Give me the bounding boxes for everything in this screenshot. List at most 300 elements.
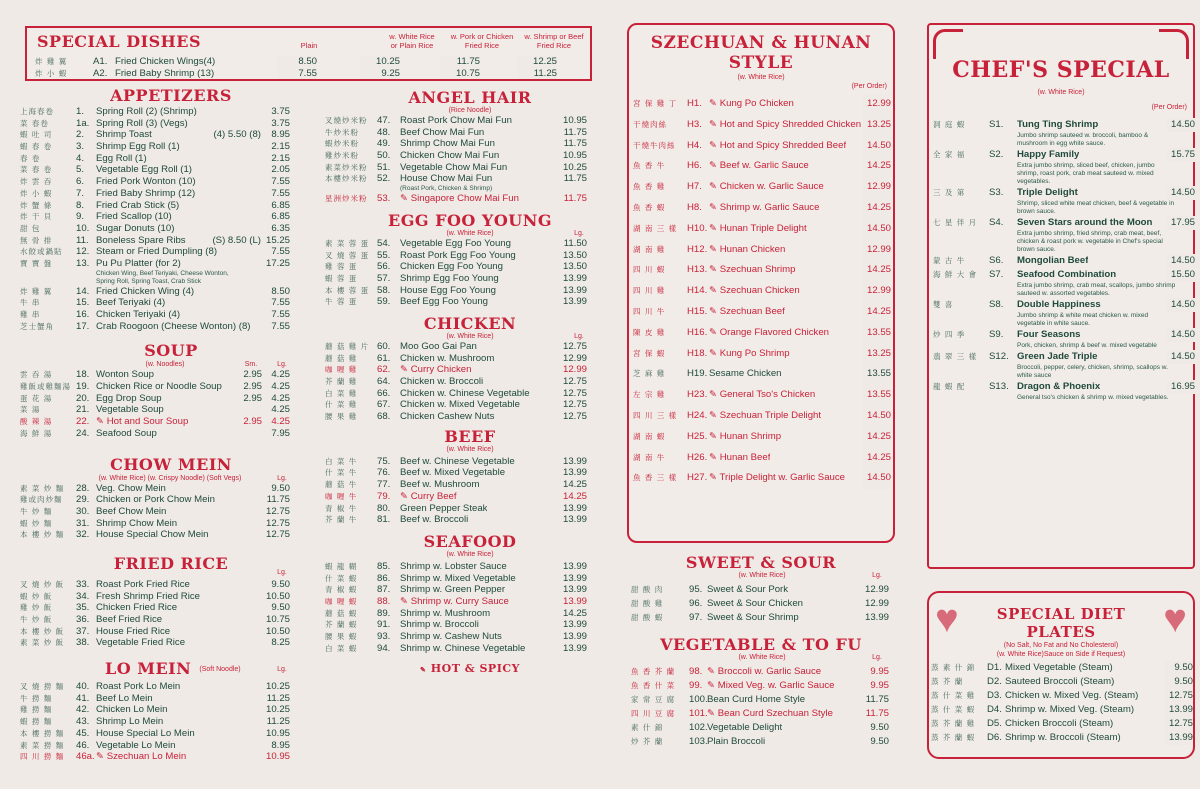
item-price: 2.15	[262, 153, 290, 165]
col-plain: Plain	[300, 41, 318, 50]
item-chinese-name: 叉 燒 炒 飯	[20, 579, 65, 589]
item-name: Shrimp Lo Mein	[96, 716, 164, 728]
item-chinese-name: 雞 蓉 蛋	[325, 262, 358, 272]
menu-item	[325, 399, 595, 411]
item-name: Beef Egg Foo Young	[400, 296, 489, 308]
item-chinese-name: 蝦 撈 麵	[20, 717, 53, 727]
diet-title-1: SPECIAL DIET	[996, 605, 1126, 623]
item-number: H1.	[687, 98, 702, 109]
item-price: 11.75	[861, 707, 889, 721]
menu-item	[20, 483, 292, 495]
item-name: Vegetable Lo Mein	[96, 739, 176, 751]
item-name: ✎ Szechuan Shrimp	[709, 264, 796, 276]
item-name: Moo Goo Gai Pan	[400, 340, 477, 352]
menu-item	[631, 679, 895, 693]
item-number: 96.	[689, 598, 703, 609]
item-number: 51.	[377, 161, 391, 173]
item-name: Beef Lo Mein	[96, 692, 153, 704]
item-number: 40.	[76, 681, 90, 693]
item-chinese-name: 素 菜 炒 麵	[20, 483, 65, 493]
menu-item	[20, 518, 292, 530]
item-number: 15.	[76, 297, 90, 309]
item-number: D6.	[987, 732, 1002, 743]
item-price: 13.99	[559, 619, 587, 631]
item-name: Shrimp w. Mixed Veg. (Steam)	[1005, 704, 1135, 715]
item-number: 13.	[76, 257, 90, 269]
menu-item	[20, 286, 292, 298]
item-chinese-name: 蘑 菇 蝦	[325, 608, 358, 618]
item-price: 10.50	[262, 626, 290, 638]
item-number: D1.	[987, 662, 1002, 673]
item-price: 3.75	[262, 118, 290, 130]
item-number: S7.	[989, 269, 1004, 280]
item-name: Steam or Fried Dumpling (8)	[96, 246, 218, 258]
chef-col: (Per Order)	[1151, 104, 1187, 111]
item-chinese-name: 雞或肉炒麵	[20, 495, 63, 505]
menu-item	[325, 643, 595, 655]
item-name: ✎ Hunan Chicken	[709, 243, 786, 255]
item-number: 56.	[377, 261, 391, 273]
beef-title: BEEF	[444, 426, 496, 446]
item-number: H6.	[687, 160, 702, 172]
item-name: Egg Roll (1)	[96, 152, 147, 164]
menu-item	[325, 138, 595, 150]
egg-foo-young-title: EGG FOO YOUNG	[388, 210, 552, 230]
item-name: Beef Fried Rice	[96, 614, 163, 625]
item-number: 95.	[689, 584, 703, 595]
item-price: 14.25	[863, 302, 891, 323]
item-price: 9.50	[262, 602, 290, 614]
col-shrimp-fried: w. Shrimp or Beef Fried Rice	[524, 32, 584, 50]
menu-item	[20, 381, 292, 393]
item-name: ✎ Shrimp w. Garlic Sauce	[709, 201, 820, 213]
item-chinese-name: 蒸 什 菜 雞	[931, 691, 976, 700]
item-price: 11.75	[559, 193, 587, 205]
item-name: Beef Chow Mai Fun	[400, 126, 485, 138]
item-chinese-name: 蝦 春 卷	[20, 142, 53, 152]
menu-item	[325, 561, 595, 573]
item-name: Pu Pu Platter (for 2)	[96, 257, 181, 269]
item-name: Fried Baby Shrimp (13)	[115, 67, 215, 79]
item-number: 66.	[377, 387, 391, 399]
menu-item	[20, 153, 292, 165]
item-chinese-name: 什 菜 牛	[325, 468, 358, 478]
item-chinese-name: 上海春卷	[20, 107, 54, 116]
item-name: Fried Baby Shrimp (12)	[96, 187, 196, 199]
item-chinese-name: 白 菜 雞	[325, 388, 358, 398]
item-price: 13.99	[559, 296, 587, 308]
diet-title-2: PLATES	[1026, 623, 1096, 641]
item-name: Shrimp w. Broccoli (Steam)	[1005, 732, 1121, 743]
item-number: A2.	[93, 67, 108, 79]
item-name: Sesame Chicken	[709, 368, 782, 380]
chef-sub: (w. White Rice)	[1037, 89, 1085, 96]
item-price: 13.55	[863, 385, 891, 406]
item-name: Sweet & Sour Pork	[707, 584, 789, 595]
item-number: 22.	[76, 416, 90, 428]
item-chinese-name: 芝 麻 雞	[633, 369, 666, 379]
item-number: 18.	[76, 369, 90, 381]
item-chinese-name: 素菜炒米粉	[325, 162, 368, 172]
item-price: 10.50	[262, 591, 290, 603]
menu-item	[20, 614, 292, 626]
item-chinese-name: 甜 包	[20, 223, 41, 233]
menu-item	[325, 364, 595, 376]
menu-item	[20, 751, 292, 763]
item-price: 12.75	[262, 518, 290, 530]
item-chinese-name: 蘑 菇 雞	[325, 353, 358, 363]
szechuan-sub: (w. White Rice)	[737, 74, 785, 81]
menu-item	[20, 321, 292, 333]
item-name: ✎ Beef w. Garlic Sauce	[709, 160, 809, 172]
item-price: 14.50	[1167, 350, 1195, 364]
item-name: Seafood Soup	[96, 427, 157, 439]
item-number: 41.	[76, 692, 90, 704]
item-chinese-name: 洞 庭 蝦	[933, 120, 966, 129]
item-chinese-name: 青 椒 蝦	[325, 585, 358, 595]
item-chinese-name: 牛炒米粉	[325, 127, 359, 137]
item-chinese-name: 湖 南 牛	[633, 452, 666, 462]
item-number: 68.	[377, 411, 391, 423]
item-number: D5.	[987, 718, 1002, 729]
menu-item	[325, 376, 595, 388]
item-number: S13.	[989, 381, 1009, 392]
menu-item	[933, 254, 1193, 268]
chef-special-box	[927, 23, 1195, 569]
item-number: 10.	[76, 222, 90, 234]
item-price: 2.15	[262, 141, 290, 153]
item-number: 67.	[377, 399, 391, 411]
menu-item	[933, 298, 1193, 312]
item-price: 13.99	[559, 573, 587, 585]
menu-item	[325, 115, 595, 127]
item-chinese-name: 甜 酸 蝦	[631, 613, 664, 622]
item-chinese-name: 蝦 炒 麵	[20, 518, 53, 528]
item-name: Green Pepper Steak	[400, 502, 488, 514]
chow-mein-sub: (w. White Rice) (w. Crispy Noodle) (Soft Vegs)	[98, 474, 242, 482]
item-chinese-name: 蝦 吐 司	[20, 130, 53, 140]
szechuan-box	[627, 23, 895, 543]
item-name: Chicken w. Mixed Vegetable	[400, 399, 520, 411]
menu-item	[631, 665, 895, 679]
menu-item	[633, 240, 893, 261]
item-description: Pork, chicken, shrimp & beef w. mixed vegetable	[1017, 342, 1157, 349]
item-name: House Special Chow Mein	[96, 529, 209, 541]
item-chinese-name: 炸 雞 翼	[35, 57, 68, 66]
item-price-large: 4.25	[264, 393, 290, 405]
menu-item	[933, 328, 1193, 342]
item-chinese-name: 蝦 炒 飯	[20, 591, 53, 601]
veg-sub: (w. White Rice)	[738, 654, 786, 661]
item-number: 46.	[76, 739, 90, 751]
item-price: 12.75	[559, 399, 587, 411]
menu-item	[633, 468, 893, 489]
item-chinese-name: 雞炒米粉	[325, 151, 359, 161]
item-price: 12.25	[517, 56, 557, 68]
item-number: 86.	[377, 572, 391, 584]
item-number: H26.	[687, 451, 708, 463]
item-number: 98.	[689, 666, 703, 677]
item-chinese-name: 雞 撈 麵	[20, 705, 53, 715]
menu-item	[631, 597, 895, 611]
item-number: 12.	[76, 246, 90, 258]
item-price: 9.50	[1165, 675, 1193, 689]
menu-item	[933, 268, 1193, 282]
item-price: 10.95	[559, 115, 587, 127]
item-price: 13.99	[559, 631, 587, 643]
item-chinese-name: 牛 串	[20, 298, 41, 308]
item-name: Sugar Donuts (10)	[96, 222, 175, 234]
item-price: 10.75	[262, 614, 290, 626]
menu-item	[20, 716, 292, 728]
menu-item	[325, 596, 595, 608]
item-chinese-name: 寶 寶 盤	[20, 258, 53, 268]
menu-item	[325, 411, 595, 423]
item-price-large: 7.95	[264, 428, 290, 440]
hot-spicy-legend	[345, 662, 595, 675]
menu-item	[20, 693, 292, 705]
item-number: 19.	[76, 381, 90, 393]
item-price: 14.25	[863, 427, 891, 448]
item-chinese-name: 什 菜 蝦	[325, 573, 358, 583]
sweet-sour-title: SWEET & SOUR	[685, 553, 837, 572]
scroll-ornament-right	[1159, 29, 1189, 59]
menu-item	[933, 118, 1193, 132]
item-price: 14.50	[1167, 298, 1195, 312]
item-number: H7.	[687, 181, 702, 193]
item-number: 53.	[377, 193, 391, 205]
item-price: 14.50	[863, 219, 891, 240]
item-chinese-name: 魚 香 牛	[633, 161, 666, 171]
menu-item	[20, 309, 292, 321]
vegetable-title: VEGETABLE & TO FU	[660, 635, 862, 654]
item-chinese-name: 海 鮮 湯	[20, 428, 53, 438]
menu-item	[325, 514, 595, 526]
item-number: 14.	[76, 285, 90, 297]
item-size-prices: (4) 5.50 (8)	[195, 129, 261, 141]
appetizers-title: APPETIZERS	[110, 86, 232, 105]
item-chinese-name: 湖 南 雞	[633, 244, 666, 254]
item-chinese-name: 魚 香 雞	[633, 182, 666, 192]
item-chinese-name: 魚 香 芥 蘭	[631, 667, 676, 676]
item-name: ✎ Szechuan Triple Delight	[709, 409, 822, 421]
item-price: 14.50	[863, 136, 891, 157]
menu-item	[20, 246, 292, 258]
item-number: 103.	[689, 736, 708, 747]
item-description: Chicken Wing, Beef Teriyaki, Cheese Wonton, Spring Roll, Spring Toast, Crab Stick	[96, 269, 229, 285]
item-chinese-name: 本樓炒米粉	[325, 174, 368, 184]
item-price: 12.75	[559, 411, 587, 423]
item-chinese-name: 蘑 菇 牛	[325, 480, 358, 490]
item-chinese-name: 酸 辣 湯	[20, 417, 53, 427]
item-price: 14.50	[1167, 186, 1195, 200]
menu-item	[325, 631, 595, 643]
item-price-large: 4.25	[264, 404, 290, 416]
item-number: 85.	[377, 560, 391, 572]
item-chinese-name: 干燒肉絲	[633, 119, 667, 129]
item-price: 12.99	[863, 177, 891, 198]
item-name: ✎ Hunan Triple Delight	[709, 222, 807, 234]
menu-item	[325, 608, 595, 620]
item-number: 6.	[76, 176, 85, 188]
menu-item	[631, 611, 895, 625]
diet-sub-2: (w. White Rice)Sauce on Side if Request)	[996, 651, 1126, 658]
item-chinese-name: 無 骨 排	[20, 235, 53, 245]
item-price: 13.99	[1165, 731, 1193, 745]
item-name: ✎ Szechuan Chicken	[709, 285, 800, 297]
item-name: Triple Delight	[1017, 187, 1078, 198]
item-number: S6.	[989, 255, 1004, 266]
item-chinese-name: 宮 保 蝦	[633, 348, 666, 358]
menu-item	[933, 350, 1193, 364]
item-name: ✎ Kung Po Shrimp	[709, 347, 790, 359]
menu-item	[931, 731, 1193, 745]
item-name: ✎ Szechuan Beef	[709, 305, 785, 317]
menu-item	[20, 681, 292, 693]
item-name: Mixed Vegetable (Steam)	[1005, 662, 1113, 673]
item-name: Roast Pork Fried Rice	[96, 578, 190, 590]
item-name: Beef w. Mixed Vegetable	[400, 467, 506, 479]
item-price: 12.99	[861, 583, 889, 597]
item-price: 13.25	[863, 115, 891, 136]
ss-sub: (w. White Rice)	[738, 572, 786, 579]
item-number: S4.	[989, 217, 1004, 228]
item-price: 13.99	[559, 596, 587, 608]
menu-item	[20, 591, 292, 603]
item-chinese-name: 雙 喜	[933, 300, 954, 309]
item-number: 11.	[76, 234, 89, 246]
item-number: 54.	[377, 237, 391, 249]
item-price: 6.35	[262, 223, 290, 235]
item-number: S12.	[989, 351, 1009, 362]
item-chinese-name: 四 川 三 樣	[633, 410, 678, 420]
item-name: Fried Crab Stick (5)	[96, 199, 180, 211]
chow-mein-title: CHOW MEIN	[110, 454, 232, 474]
item-chinese-name: 白 菜 蝦	[325, 643, 358, 653]
item-number: H3.	[687, 118, 702, 130]
diet-sub-1: (No Salt, No Fat and No Cholesterol)	[1003, 642, 1119, 649]
item-name: ✎ Hot and Sour Soup	[96, 416, 189, 428]
item-number: 35.	[76, 602, 90, 614]
item-chinese-name: 腰 果 雞	[325, 412, 358, 422]
item-chinese-name: 蒸 芥 蘭 蝦	[931, 733, 976, 742]
item-price: 14.25	[559, 479, 587, 491]
menu-item	[633, 448, 893, 469]
item-chinese-name: 四 川 豆 腐	[631, 709, 676, 718]
item-chinese-name: 雞 串	[20, 310, 41, 319]
item-price: 12.99	[863, 240, 891, 261]
item-number: 79.	[377, 490, 391, 502]
item-name: Vegetable Soup	[96, 404, 164, 416]
item-name: Roast Pork Chow Mai Fun	[400, 115, 512, 126]
item-number: 9.	[76, 211, 85, 223]
item-description: Extra jumbo shrimp, crab meat, scallops, jumbo shrimp sauteed w. assorted vegetables.	[1017, 282, 1176, 297]
item-price: 11.75	[262, 494, 290, 506]
special-dishes-box	[25, 26, 592, 81]
menu-item	[20, 258, 292, 270]
item-name: ✎ Hunan Shrimp	[709, 430, 782, 442]
menu-item	[325, 491, 595, 503]
item-name: Bean Curd Home Style	[707, 694, 806, 705]
item-name: Boneless Spare Ribs	[96, 234, 186, 246]
item-number: 29.	[76, 494, 90, 506]
menu-item	[633, 385, 893, 406]
item-number: 100.	[689, 694, 708, 705]
angel-hair-sub: (Rice Noodle)	[448, 107, 492, 114]
item-name: Fresh Shrimp Fried Rice	[96, 590, 200, 602]
item-price: 14.25	[863, 198, 891, 219]
item-price: 14.25	[559, 491, 587, 503]
item-name: Shrimp Egg Roll (1)	[96, 141, 180, 153]
item-name: Chicken Rice or Noodle Soup	[96, 381, 222, 393]
item-number: 75.	[377, 455, 391, 467]
menu-item	[35, 68, 585, 80]
item-price: 7.55	[262, 297, 290, 309]
item-chinese-name: 菜 湯	[20, 405, 41, 415]
seafood-title: SEAFOOD	[423, 531, 517, 551]
item-name: ✎ Kung Po Chicken	[709, 98, 794, 109]
item-chinese-name: 芥 蘭 蝦	[325, 620, 358, 630]
menu-item	[325, 296, 595, 308]
item-price: 12.75	[559, 388, 587, 400]
item-chinese-name: 本 樓 蓉 蛋	[325, 285, 370, 295]
item-price: 9.50	[1165, 661, 1193, 675]
item-price: 9.50	[262, 579, 290, 591]
item-price-small: 2.95	[238, 381, 262, 393]
item-chinese-name: 素 菜 撈 麵	[20, 740, 65, 750]
beef-sub: (w. White Rice)	[446, 445, 494, 453]
item-price: 13.55	[863, 364, 891, 385]
item-description: Jumbo shrimp sauteed w. broccoli, bamboo & mushroom in egg white sauce.	[1017, 132, 1149, 147]
item-price: 12.99	[863, 94, 891, 115]
item-number: 81.	[377, 514, 391, 526]
menu-item	[931, 675, 1193, 689]
item-chinese-name: 湖 南 三 樣	[633, 223, 678, 233]
item-number: 76.	[377, 467, 391, 479]
item-number: 94.	[377, 642, 391, 654]
item-price: 8.50	[262, 286, 290, 298]
menu-item	[20, 428, 292, 440]
item-price: 13.99	[559, 456, 587, 468]
lo-mein-col: Lg.	[277, 666, 287, 674]
item-name: Shrimp Chow Mai Fun	[400, 138, 495, 150]
item-chinese-name: 雲 吞 湯	[20, 370, 53, 380]
item-chinese-name: 春 卷	[20, 153, 41, 163]
item-name: Tung Ting Shrimp	[1017, 119, 1099, 130]
item-name: Shrimp w. Mushroom	[400, 607, 491, 619]
item-chinese-name: 叉 燒 蓉 蛋	[325, 250, 370, 260]
item-name: ✎ Hunan Beef	[709, 451, 771, 463]
menu-item	[633, 364, 893, 385]
item-name: Chicken w. Broccoli	[400, 376, 484, 387]
item-number: 34.	[76, 590, 90, 602]
item-number: S1.	[989, 119, 1004, 130]
item-name: Shrimp w. Green Pepper	[400, 584, 506, 596]
item-price: 8.50	[277, 56, 317, 68]
item-name: Sweet & Sour Shrimp	[707, 612, 799, 623]
item-number: 1a.	[76, 117, 90, 129]
item-chinese-name: 芝士蟹角	[20, 321, 54, 331]
item-number: 21.	[76, 404, 90, 416]
item-number: 101.	[689, 708, 708, 719]
item-number: 48.	[377, 126, 391, 138]
item-name: Crab Roogoon (Cheese Wonton) (8)	[96, 320, 251, 332]
menu-item	[633, 94, 893, 115]
item-name: Plain Broccoli	[707, 736, 766, 747]
item-chinese-name: 四 川 雞	[633, 286, 666, 296]
menu-item	[933, 148, 1193, 162]
item-chinese-name: 魚 香 三 樣	[633, 473, 678, 483]
